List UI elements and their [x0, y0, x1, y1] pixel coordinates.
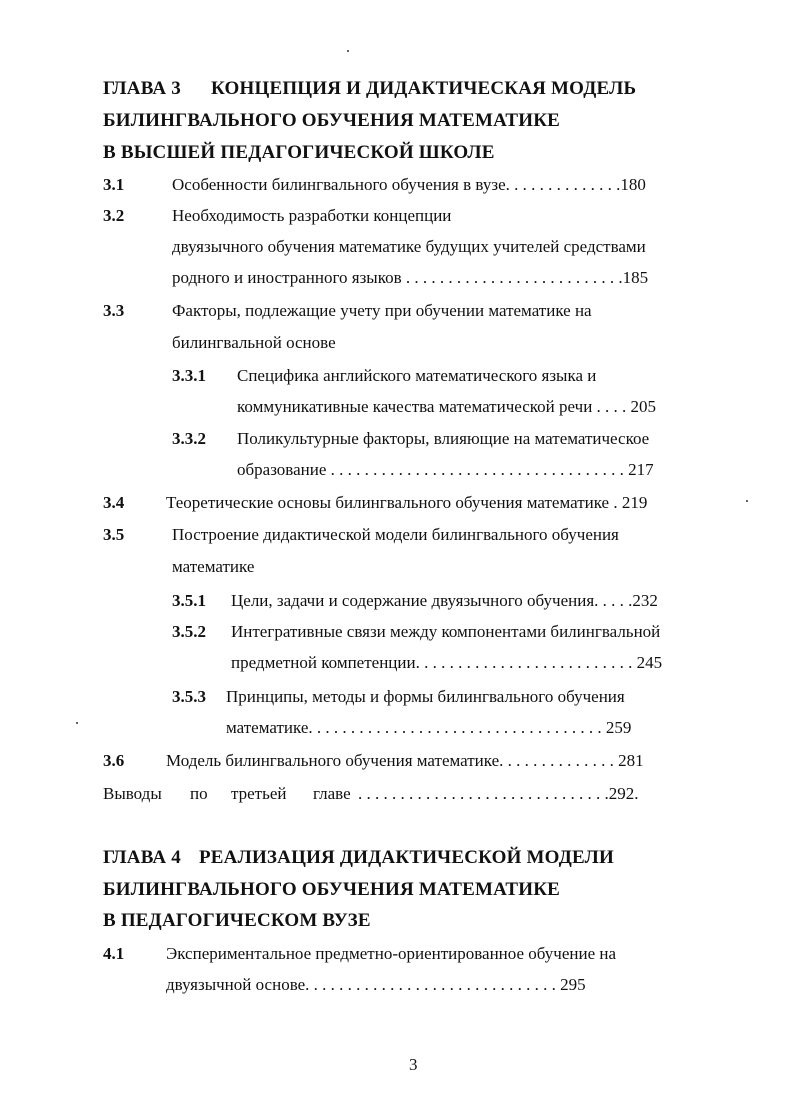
- toc-entry-text: двуязычной основе. . . . . . . . . . . . . . . . . . . . . . . . . . . . . . 295: [166, 975, 586, 994]
- chapter3-heading-prefix: ГЛАВА 3: [103, 78, 181, 99]
- toc-number: 4.1: [103, 944, 125, 963]
- toc-entry-text: родного и иностранного языков . . . . . . . . . . . . . . . . . . . . . . . . . .185: [172, 268, 649, 287]
- toc-entry-text: Необходимость разработки концепции: [172, 206, 452, 225]
- toc-entry-text: Специфика английского математического языка и: [237, 366, 597, 385]
- chapter3-heading-line2: БИЛИНГВАЛЬНОГО ОБУЧЕНИЯ МАТЕМАТИКЕ: [103, 110, 561, 131]
- toc-number: 3.5: [103, 525, 125, 544]
- chapter4-heading-prefix: ГЛАВА 4: [103, 847, 181, 868]
- toc-entry-text: образование . . . . . . . . . . . . . . . . . . . . . . . . . . . . . . . . . . . 217: [237, 460, 654, 479]
- toc-conclusions-word: третьей: [231, 784, 287, 803]
- toc-number: 3.5.1: [172, 591, 206, 610]
- toc-entry-text: математике: [172, 557, 255, 576]
- toc-entry-text: Теоретические основы билингвального обучения математике . 219: [166, 493, 648, 512]
- toc-entry-text: Принципы, методы и формы билингвального обучения: [226, 687, 625, 706]
- toc-conclusions-word: главе: [313, 784, 351, 803]
- scan-speck: [76, 722, 78, 724]
- chapter4-heading-line1: РЕАЛИЗАЦИЯ ДИДАКТИЧЕСКОЙ МОДЕЛИ: [199, 847, 614, 868]
- toc-entry-text: Интегративные связи между компонентами билингвальной: [231, 622, 661, 641]
- toc-number: 3.3.1: [172, 366, 206, 385]
- toc-number: 3.1: [103, 175, 125, 194]
- toc-number: 3.3: [103, 301, 125, 320]
- toc-entry-text: Особенности билингвального обучения в вузе. . . . . . . . . . . . . .180: [172, 175, 646, 194]
- toc-number: 3.6: [103, 751, 125, 770]
- toc-entry-text: двуязычного обучения математике будущих учителей средствами: [172, 237, 646, 256]
- toc-number: 3.5.3: [172, 687, 206, 706]
- toc-entry-text: Факторы, подлежащие учету при обучении математике на: [172, 301, 592, 320]
- scan-speck: [347, 50, 349, 52]
- toc-entry-text: Построение дидактической модели билингвального обучения: [172, 525, 619, 544]
- toc-entry-text: коммуникативные качества математической речи . . . . 205: [237, 397, 657, 416]
- toc-entry-text: Цели, задачи и содержание двуязычного обучения. . . . .232: [231, 591, 658, 610]
- chapter3-heading-line3: В ВЫСШЕЙ ПЕДАГОГИЧЕСКОЙ ШКОЛЕ: [103, 142, 495, 163]
- toc-number: 3.4: [103, 493, 125, 512]
- toc-entry-text: . . . . . . . . . . . . . . . . . . . . . . . . . . . . . .292.: [358, 784, 639, 803]
- toc-entry-text: билингвальной основе: [172, 333, 336, 352]
- toc-conclusions-word: по: [190, 784, 208, 803]
- chapter4-heading-line3: В ПЕДАГОГИЧЕСКОМ ВУЗЕ: [103, 910, 371, 931]
- toc-number: 3.3.2: [172, 429, 206, 448]
- toc-number: 3.2: [103, 206, 125, 225]
- scan-speck: [746, 500, 748, 502]
- toc-entry-text: предметной компетенции. . . . . . . . . . . . . . . . . . . . . . . . . . 245: [231, 653, 663, 672]
- toc-conclusions-word: Выводы: [103, 784, 162, 803]
- page-number: 3: [409, 1055, 418, 1074]
- toc-entry-text: Поликультурные факторы, влияющие на математическое: [237, 429, 650, 448]
- toc-entry-text: Модель билингвального обучения математике. . . . . . . . . . . . . . 281: [166, 751, 644, 770]
- toc-number: 3.5.2: [172, 622, 206, 641]
- chapter3-heading-line1: КОНЦЕПЦИЯ И ДИДАКТИЧЕСКАЯ МОДЕЛЬ: [211, 78, 637, 99]
- toc-entry-text: математике. . . . . . . . . . . . . . . . . . . . . . . . . . . . . . . . . . . 259: [226, 718, 632, 737]
- chapter4-heading-line2: БИЛИНГВАЛЬНОГО ОБУЧЕНИЯ МАТЕМАТИКЕ: [103, 879, 561, 900]
- toc-entry-text: Экспериментальное предметно-ориентированное обучение на: [166, 944, 617, 963]
